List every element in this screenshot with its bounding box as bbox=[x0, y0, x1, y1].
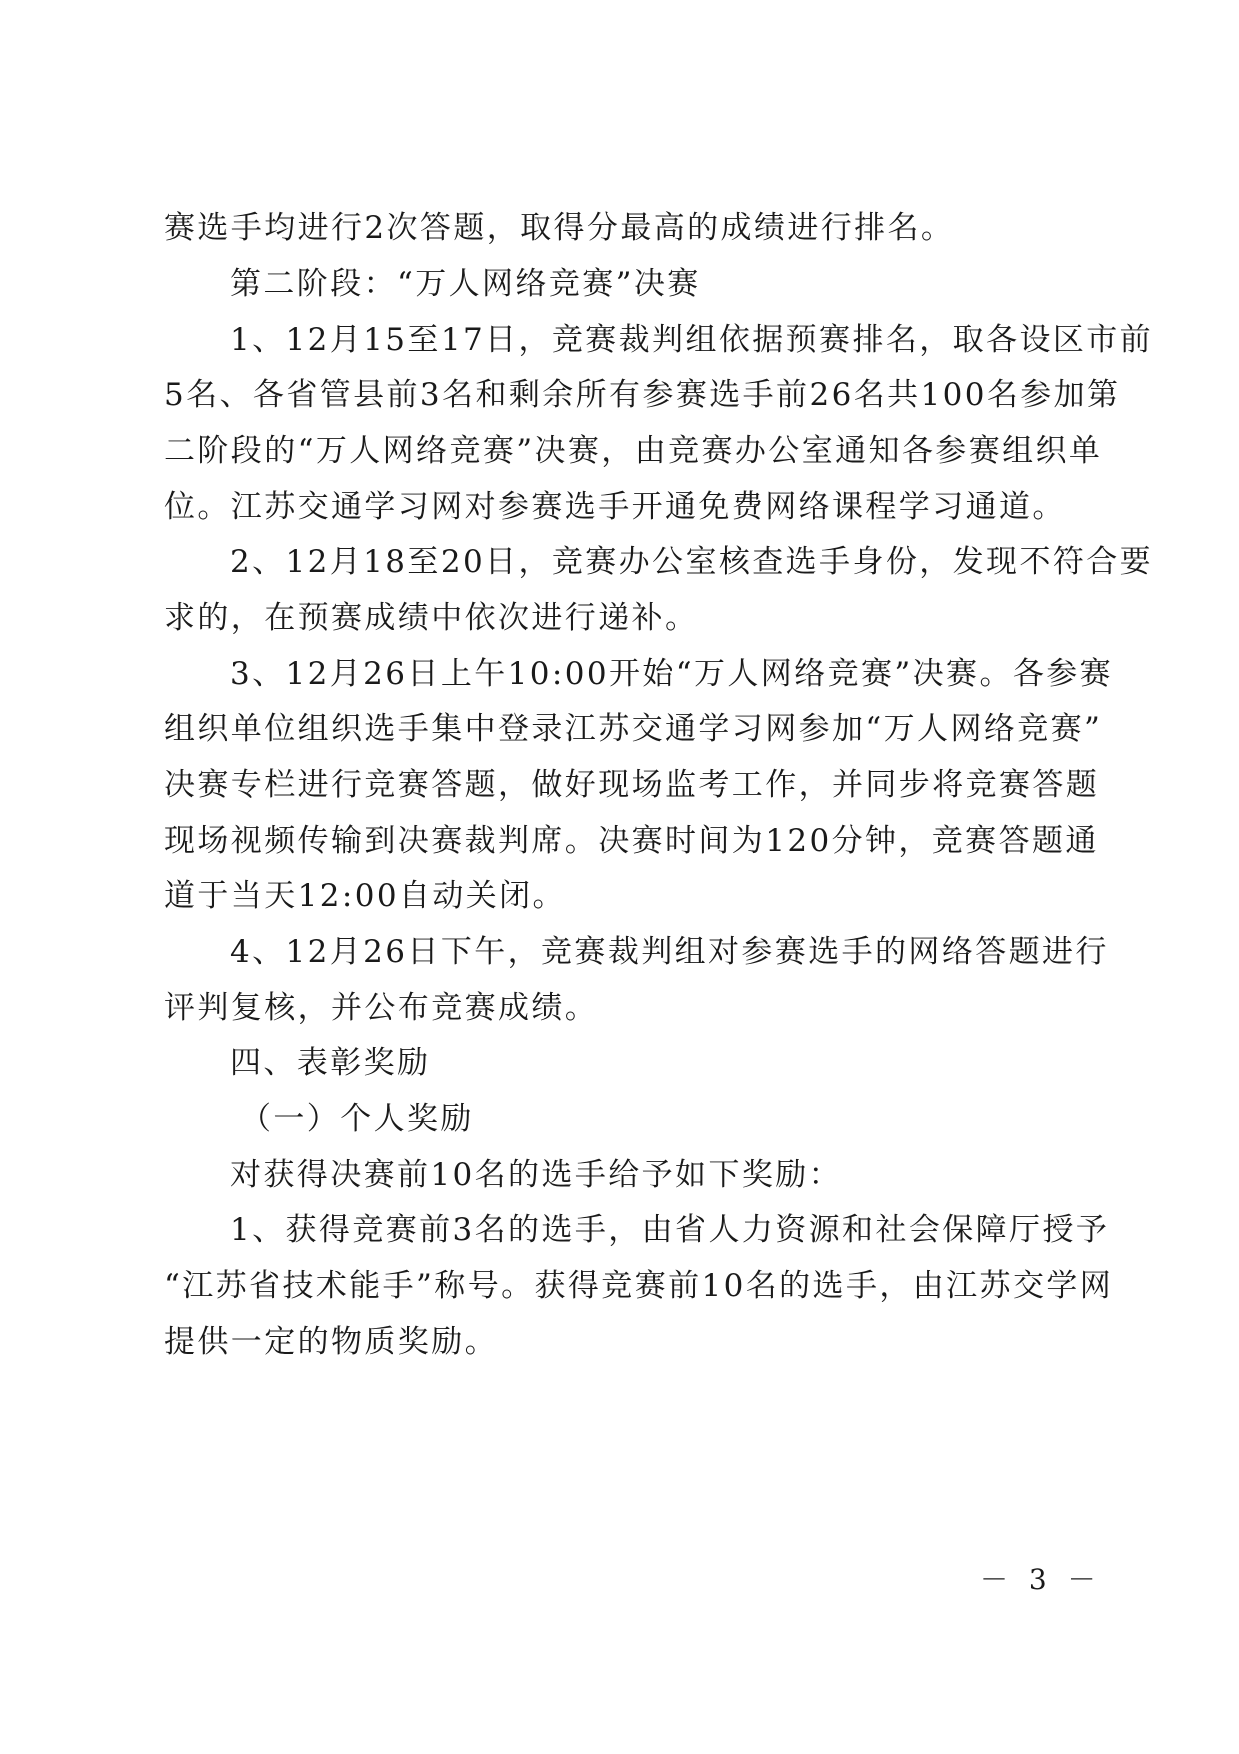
text-line-6: 位。江苏交通学习网对参赛选手开通免费网络课程学习通道。 bbox=[164, 489, 1066, 525]
text-line-4: 5名、各省管县前3名和剩余所有参赛选手前26名共100名参加第 bbox=[164, 377, 1121, 413]
text-line-7: 2、12月18至20日，竞赛办公室核查选手身份，发现不符合要 bbox=[230, 544, 1154, 580]
section-heading-awards: 四、表彰奖励 bbox=[230, 1045, 431, 1081]
text-line-10: 组织单位组织选手集中登录江苏交通学习网参加“万人网络竞赛” bbox=[164, 711, 1103, 747]
text-line-8: 求的，在预赛成绩中依次进行递补。 bbox=[164, 600, 699, 636]
text-line-13: 道于当天12:00自动关闭。 bbox=[164, 878, 566, 914]
section-heading-stage-two: 第二阶段：“万人网络竞赛”决赛 bbox=[230, 266, 701, 302]
text-line-11: 决赛专栏进行竞赛答题，做好现场监考工作，并同步将竞赛答题 bbox=[164, 767, 1100, 803]
text-line-3: 1、12月15至17日，竞赛裁判组依据预赛排名，取各设区市前 bbox=[230, 322, 1154, 358]
text-line-9: 3、12月26日上午10:00开始“万人网络竞赛”决赛。各参赛 bbox=[230, 656, 1114, 692]
text-line-12: 现场视频传输到决赛裁判席。决赛时间为120分钟，竞赛答题通 bbox=[164, 823, 1099, 859]
text-line-18: 对获得决赛前10名的选手给予如下奖励： bbox=[230, 1157, 843, 1193]
text-line-20: “江苏省技术能手”称号。获得竞赛前10名的选手，由江苏交学网 bbox=[164, 1268, 1114, 1304]
subsection-heading-individual-awards: （一）个人奖励 bbox=[240, 1101, 474, 1137]
page-number: － 3 － bbox=[980, 1563, 1102, 1596]
text-line-1: 赛选手均进行2次答题，取得分最高的成绩进行排名。 bbox=[164, 210, 955, 246]
text-line-21: 提供一定的物质奖励。 bbox=[164, 1324, 498, 1360]
text-line-19: 1、获得竞赛前3名的选手，由省人力资源和社会保障厅授予 bbox=[230, 1212, 1110, 1248]
text-line-5: 二阶段的“万人网络竞赛”决赛，由竞赛办公室通知各参赛组织单 bbox=[164, 433, 1103, 469]
text-line-14: 4、12月26日下午，竞赛裁判组对参赛选手的网络答题进行 bbox=[230, 934, 1109, 970]
text-line-15: 评判复核，并公布竞赛成绩。 bbox=[164, 990, 599, 1026]
